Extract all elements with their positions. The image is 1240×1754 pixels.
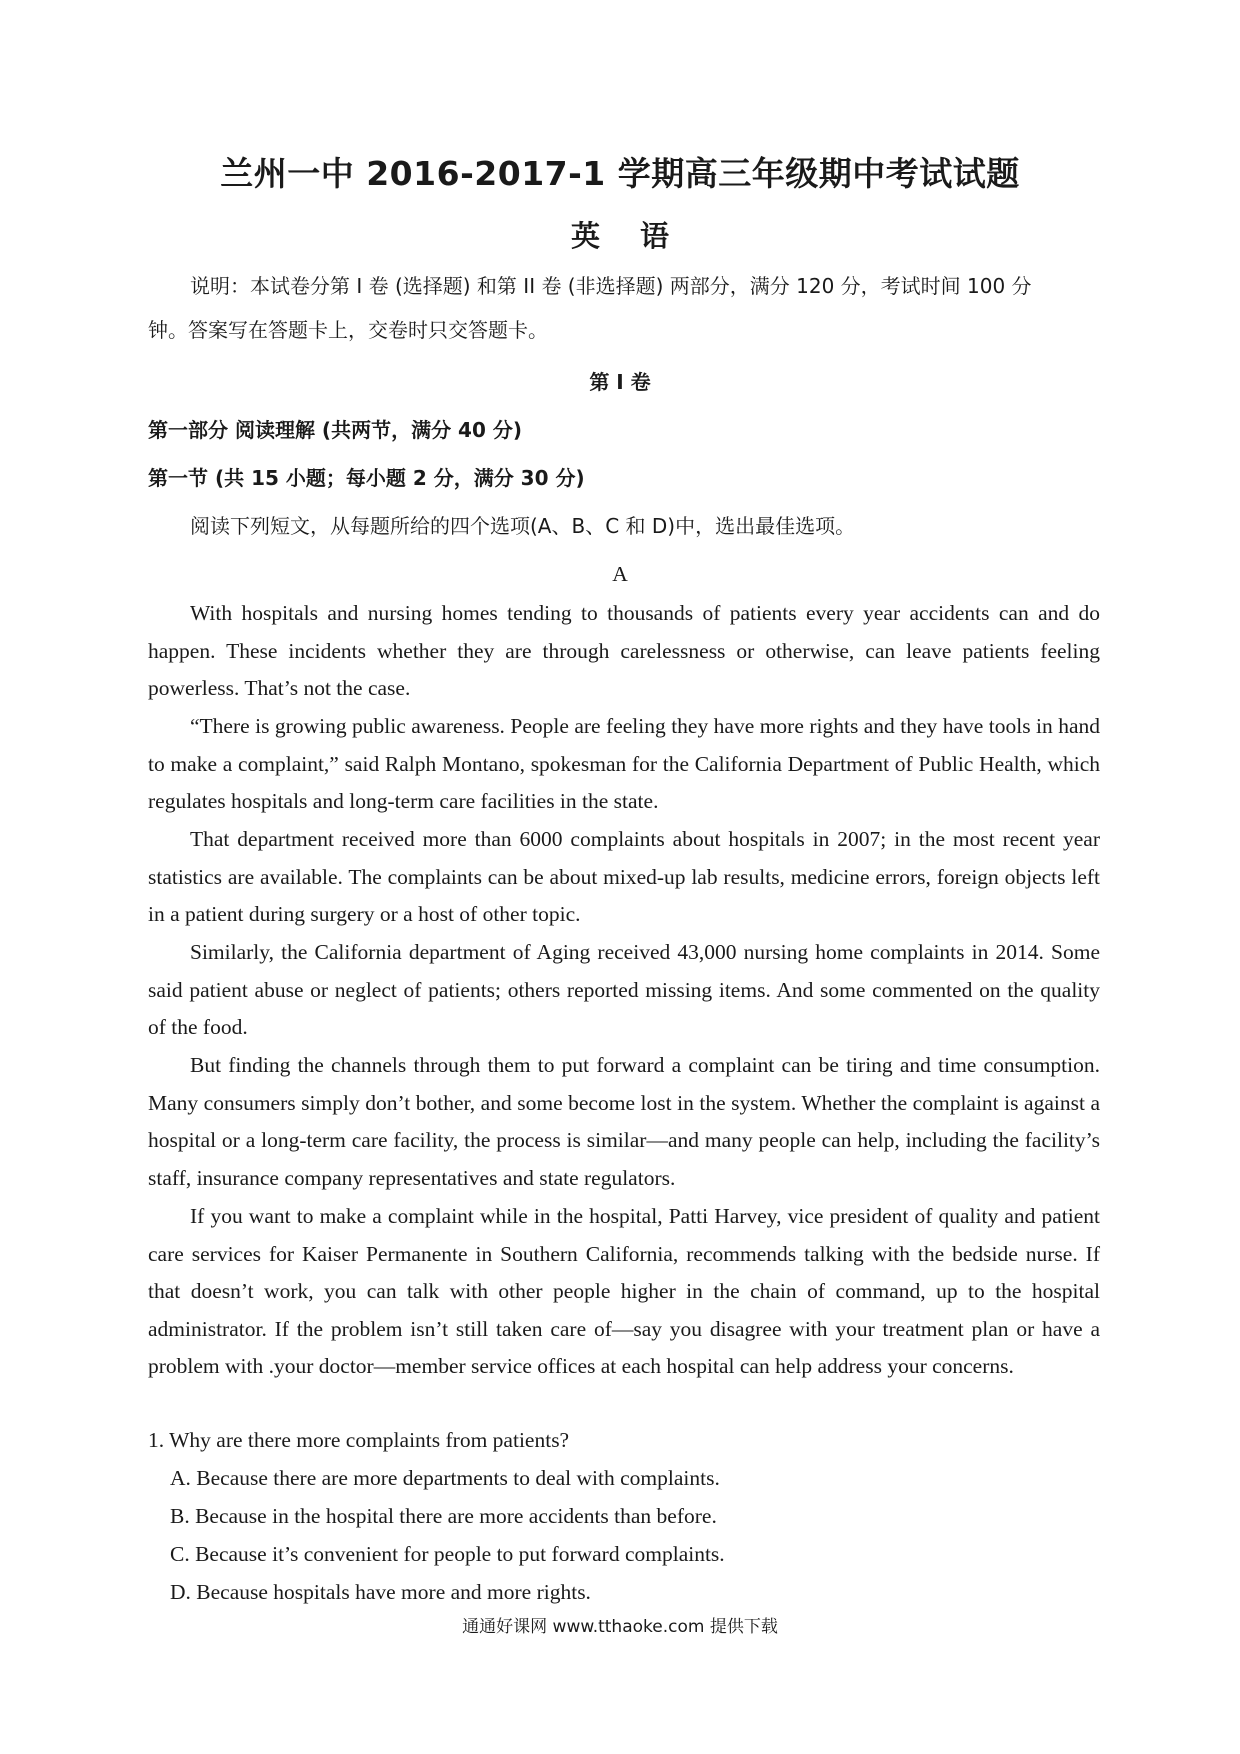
part-heading: 第一部分 阅读理解 (共两节，满分 40 分) (148, 418, 522, 442)
passage-paragraph: But finding the channels through them to put forward a complaint can be tiring and time consumption. Many consumers simply don’t bother, and some become lost in the system. Whether the complaint is against a hospital or a long-term care facility, the process is similar—and many people can help, including the facility’s staff, insurance company representatives and state regulators. (148, 1053, 1100, 1190)
passage-paragraph: If you want to make a complaint while in the hospital, Patti Harvey, vice president of quality and patient care services for Kaiser Permanente in Southern California, recommends talking with the bedside nurse. If that doesn’t work, you can talk with other people higher in the chain of command, up to the hospital administrator. If the problem isn’t still taken care of—say you disagree with your treatment plan or have a problem with .your doctor—member service offices at each hospital can help address your concerns. (148, 1204, 1100, 1379)
subject-heading: 英 语 (570, 219, 670, 253)
question-option-a: A. Because there are more departments to deal with complaints. (170, 1466, 720, 1490)
page-footer: 通通好课网 www.tthaoke.com 提供下载 (462, 1617, 778, 1637)
passage-paragraph: That department received more than 6000 complaints about hospitals in 2007; in the most recent year statistics are available. The complaints can be about mixed-up lab results, medicine errors, foreign objects left in a patient during surgery or a host of other topic. (148, 827, 1100, 927)
passage-paragraph: “There is growing public awareness. People are feeling they have more rights and they have tools in hand to make a complaint,” said Ralph Montano, spokesman for the California Department of Public Health, which regulates hospitals and long-term care facilities in the state. (148, 714, 1100, 814)
volume-heading: 第 I 卷 (589, 370, 651, 394)
question-option-d: D. Because hospitals have more and more rights. (170, 1580, 591, 1604)
exam-title: 兰州一中 2016-2017-1 学期高三年级期中考试试题 (220, 154, 1020, 193)
question-option-c: C. Because it’s convenient for people to put forward complaints. (170, 1542, 725, 1566)
question-option-b: B. Because in the hospital there are more accidents than before. (170, 1504, 717, 1528)
instructions-line-1: 说明：本试卷分第 I 卷 (选择题) 和第 II 卷 (非选择题) 两部分，满分 120 分，考试时间 100 分 (190, 274, 1032, 298)
subsection-heading: 第一节 (共 15 小题；每小题 2 分，满分 30 分) (148, 466, 585, 490)
reading-directions: 阅读下列短文，从每题所给的四个选项(A、B、C 和 D)中，选出最佳选项。 (190, 514, 856, 538)
instructions-line-2: 钟。答案写在答题卡上，交卷时只交答题卡。 (148, 318, 548, 342)
passage-paragraph: Similarly, the California department of Aging received 43,000 nursing home complaints in 2014. Some said patient abuse or neglect of patients; others reported missing items. And some commented on the quality of the food. (148, 940, 1100, 1040)
passage-paragraph: With hospitals and nursing homes tending to thousands of patients every year accidents can and do happen. These incidents whether they are through carelessness or otherwise, can leave patients feeling powerless. That’s not the case. (148, 601, 1100, 701)
passage-label: A (612, 562, 628, 586)
question-stem: 1. Why are there more complaints from patients? (148, 1428, 570, 1452)
